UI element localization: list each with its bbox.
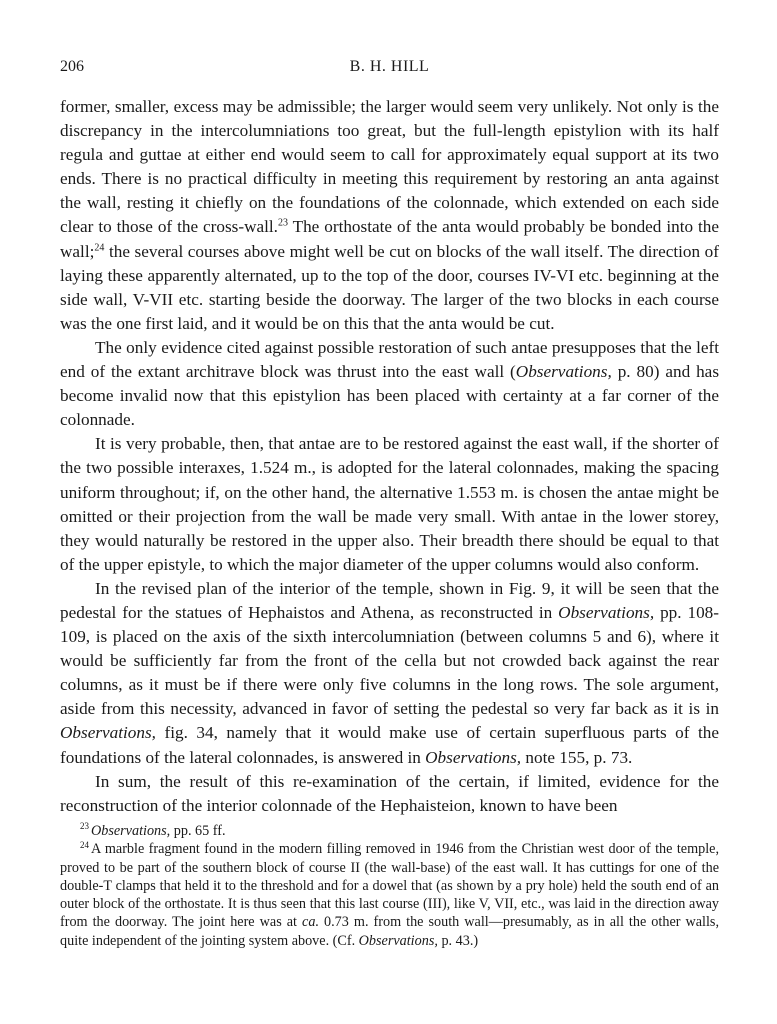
footnotes — [60, 822, 719, 950]
paragraph-3: It is very probable, then, that antae are to be restored against the east wall, if the shorter of the two possible interaxes, 1.524 m., is adopted for the lateral colonnades, making the spacing uniform throughout; if, on the other hand, the alternative 1.553 m. is chosen the antae might be omitted or their projection from the wall be made very small. With antae in the lower storey, they would naturally be restored in the upper also. Their breadth there should be equal to that of the upper epistyle, to which the major diameter of the upper columns would also conform. — [60, 434, 719, 574]
paragraph-4: In the revised plan of the interior of the temple, shown in Fig. 9, it will be seen that the pedestal for the statues of Hephaistos and Athena, as reconstructed in Observations, pp. 108-109, is placed on the axis of the sixth intercolumniation (between columns 5 and 6), where it would be sufficiently far from the front of the cella but not crowded back against the rear columns, as it must be if there were only five columns in the long rows. The sole argument, aside from this necessity, advanced in favor of setting the pedestal so very far back as it is in Observations, fig. 34, namely that it would make use of certain superfluous parts of the foundations of the lateral colonnades, is answered in Observations, note 155, p. 73. — [60, 578, 719, 767]
paragraph-2: The only evidence cited against possible restoration of such antae presupposes that the left end of the extant architrave block was thrust into the east wall (Observations, p. 80) and has become invalid now that this epistylion has been placed with certainty at a far corner of the colonnade. — [60, 337, 720, 430]
running-head: B. H. HILL — [349, 58, 430, 75]
paragraph-5: In sum, the result of this re-examination of the certain, if limited, evidence for the reconstruction of the interior colonnade of the Hephaisteion, known to have been — [60, 771, 719, 815]
paragraph-1: former, smaller, excess may be admissible; the larger would seem very unlikely. Not only is the discrepancy in the intercolumniations too great, but the full-length epistylion with its half regula and guttae at either end would seem to call for approximately equal support at its two ends. There is no practical difficulty in meeting this requirement by restoring an anta against the wall, resting it chiefly on the foundations of the colonnade, which extended on each side clear to those of the cross-wall.$^{23}$ The orthostate of the anta would probably be bonded into the wall;$^{24}$ the several courses above might well be cut on blocks of the wall itself. The direction of laying these apparently alternated, up to the top of the door, courses IV-VI etc. beginning at the side wall, V-VII etc. starting beside the doorway. The larger of the two blocks in each course was the one first laid, and it would be on this that the anta would be cut. — [60, 97, 719, 333]
page-number: 206 — [60, 58, 84, 75]
footnote-24: $^{24}$ A marble fragment found in the modern filling removed in 1946 from the Christian west door of the temple, proved to be part of the southern block of course II (the wall-base) of the east wall. It has cuttings for one of the double-T clamps that held it to the threshold and for a dowel that (as shown by a pry hole) held the south end of an outer block of the orthostate. It is thus seen that this last course (III), like V, VII, etc., was laid in the direction away from the doorway. The joint here was at ca. 0.73 m. from the south wall—presumably, as in all the other walls, quite independent of the jointing system above. (Cf. Observations, p. 43.) — [60, 839, 719, 949]
footnote-ref-23: 23 — [277, 217, 288, 229]
footnote-23: $^{23}$ Observations, pp. 65 ff. — [80, 821, 226, 839]
page-header — [60, 58, 719, 82]
body-text — [60, 95, 719, 818]
footnote-ref-24: 24 — [94, 241, 105, 253]
